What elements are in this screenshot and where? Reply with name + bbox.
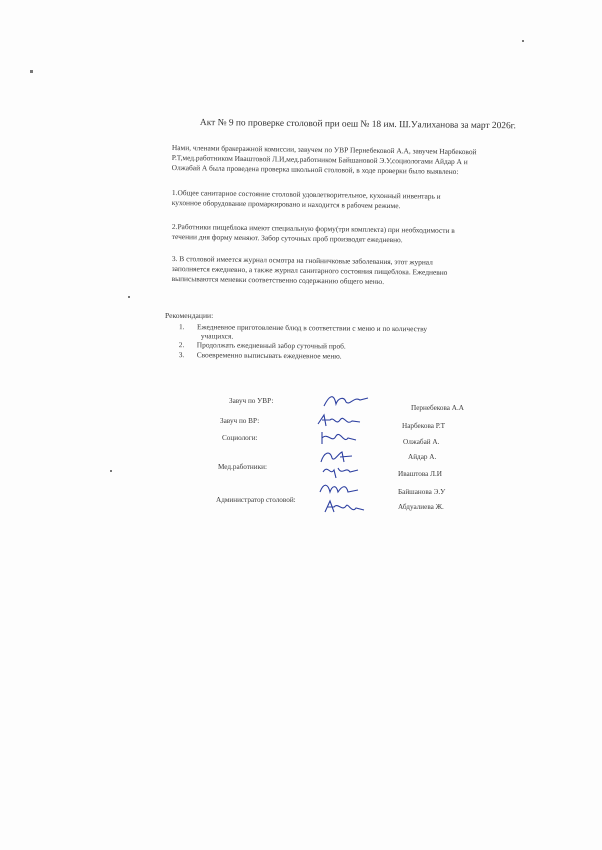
role-med-workers: Мед.работники: <box>218 463 267 471</box>
recommendations-list <box>165 322 505 362</box>
scan-speck <box>128 296 130 298</box>
role-zavuch-vr: Завуч по ВР: <box>220 417 260 425</box>
handwritten-signature <box>322 392 372 410</box>
recommendation-number: 2. <box>178 340 185 350</box>
handwritten-signature <box>320 462 364 480</box>
finding-line: кухонное оборудование промаркировано и находится в рабочем режиме. <box>171 197 401 211</box>
recommendation-text: учащихся. <box>200 331 234 341</box>
recommendations-title: Рекомендации: <box>165 311 214 320</box>
scan-speck <box>522 40 524 42</box>
finding-line: выписываются меневки соответственно содержанию общего меню. <box>171 273 385 286</box>
finding-line: 3. В столовой имеется журнал осмотра на гнойничковые заболевания, этот журнал <box>171 254 433 267</box>
intro-line: Нами, членами бракеражной комиссии, завучем по УВР Пернебековой А.А, завучем Нарбековой <box>171 143 477 157</box>
role-zavuch-uvr: Завуч по УВР: <box>229 397 274 405</box>
scan-speck <box>30 70 33 73</box>
recommendation-text: Своевременно выписывать ежедневное меню. <box>196 349 342 361</box>
name-baishanova: Байшанова Э.У <box>398 488 446 496</box>
finding-line: течении дня форму меняют. Забор суточных проб производят ежедневно. <box>171 231 403 245</box>
finding-line: 1.Общее санитарное состояние столовой удовлетворительное, кухонный инвентарь и <box>171 188 441 201</box>
name-ivashtova: Иваштова Л.И <box>398 470 443 478</box>
finding-2 <box>172 222 524 247</box>
scan-speck <box>110 470 112 472</box>
document-title: Акт № 9 по проверке столовой при оеш № 18 им. Ш.Уалиханова за март 2026г. <box>199 118 516 132</box>
handwritten-signature <box>318 428 362 448</box>
name-aidar: Айдар А. <box>408 453 437 461</box>
name-pernebekova: Пернебекова А.А <box>411 404 464 412</box>
role-canteen-admin: Администратор столовой: <box>216 496 296 504</box>
recommendation-number: 1. <box>178 322 185 332</box>
finding-line: 2.Работники пищеблока имеют специальную форму(три комплекта) при необходимости в <box>171 222 455 235</box>
recommendation-item <box>165 350 505 362</box>
intro-paragraph <box>172 143 524 178</box>
intro-line: Р.Т,мед.работником Иваштовой Л.И,мед.работником Байшановой Э.У,социологами Айдар А и <box>171 152 468 167</box>
recommendation-text: Ежедневное приготовление блюд в соответствии с меню и по количеству <box>196 322 428 334</box>
intro-line: Олжабай А была проведена проверка школьной столовой, в ходе проверки было выявлено: <box>171 162 459 177</box>
role-sociologists: Социологи: <box>222 434 258 442</box>
handwritten-signature <box>322 498 368 516</box>
recommendation-text: Продолжать ежедневный забор суточный проб. <box>196 340 346 351</box>
name-olzhabai: Олжабай А. <box>403 438 440 446</box>
finding-1 <box>172 188 524 213</box>
name-narbekova: Нарбекова Р.Т <box>402 422 446 430</box>
finding-line: заполняется ежедневно, а также журнал санитарного состояния пищеблока. Ежедневно <box>171 263 448 277</box>
name-abdualieva: Абдуалиева Ж. <box>398 503 444 511</box>
recommendation-number: 3. <box>178 349 185 359</box>
finding-3 <box>172 254 524 289</box>
handwritten-signature <box>318 480 362 498</box>
